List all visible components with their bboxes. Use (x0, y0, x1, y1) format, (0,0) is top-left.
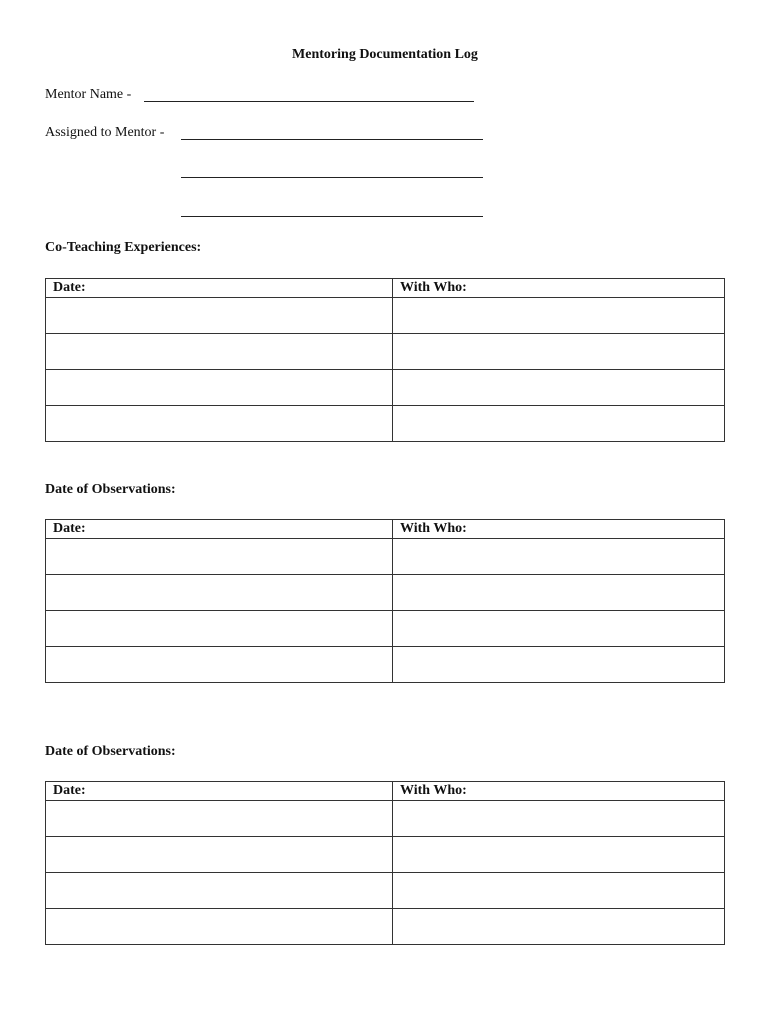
date-column-header: Date: (46, 279, 393, 298)
table-row (46, 406, 725, 442)
page-title: Mentoring Documentation Log (292, 47, 478, 62)
with-who-column-header: With Who: (393, 520, 725, 539)
date-cell[interactable] (46, 406, 393, 442)
table-row (46, 909, 725, 945)
with-who-cell[interactable] (393, 837, 725, 873)
with-who-cell[interactable] (393, 611, 725, 647)
mentor-name-field[interactable] (144, 101, 474, 102)
table-row (46, 873, 725, 909)
date-cell[interactable] (46, 873, 393, 909)
assigned-mentee-field-3[interactable] (181, 216, 483, 217)
assigned-mentee-field-1[interactable] (181, 139, 483, 140)
table-row (46, 647, 725, 683)
assigned-to-mentor-label: Assigned to Mentor - (45, 125, 165, 140)
date-cell[interactable] (46, 575, 393, 611)
observations-heading-1: Date of Observations: (45, 482, 176, 497)
date-cell[interactable] (46, 334, 393, 370)
with-who-cell[interactable] (393, 575, 725, 611)
table-row (46, 575, 725, 611)
co-teaching-table (45, 278, 725, 442)
date-cell[interactable] (46, 611, 393, 647)
mentor-name-label: Mentor Name - (45, 87, 132, 102)
table-row (46, 298, 725, 334)
table-header-row (46, 279, 725, 298)
table-header-row (46, 520, 725, 539)
table-row (46, 539, 725, 575)
with-who-cell[interactable] (393, 298, 725, 334)
date-cell[interactable] (46, 837, 393, 873)
with-who-cell[interactable] (393, 873, 725, 909)
date-column-header: Date: (46, 520, 393, 539)
date-cell[interactable] (46, 298, 393, 334)
table-row (46, 611, 725, 647)
table-header-row (46, 782, 725, 801)
with-who-cell[interactable] (393, 334, 725, 370)
with-who-cell[interactable] (393, 370, 725, 406)
date-cell[interactable] (46, 909, 393, 945)
assigned-mentee-field-2[interactable] (181, 177, 483, 178)
table-row (46, 801, 725, 837)
date-cell[interactable] (46, 801, 393, 837)
with-who-cell[interactable] (393, 539, 725, 575)
with-who-column-header: With Who: (393, 279, 725, 298)
table-row (46, 370, 725, 406)
observations-heading-2: Date of Observations: (45, 744, 176, 759)
with-who-column-header: With Who: (393, 782, 725, 801)
with-who-cell[interactable] (393, 801, 725, 837)
co-teaching-heading: Co-Teaching Experiences: (45, 240, 202, 255)
date-cell[interactable] (46, 647, 393, 683)
observations-table-1 (45, 519, 725, 683)
observations-table-2 (45, 781, 725, 945)
date-column-header: Date: (46, 782, 393, 801)
date-cell[interactable] (46, 370, 393, 406)
table-row (46, 837, 725, 873)
with-who-cell[interactable] (393, 406, 725, 442)
with-who-cell[interactable] (393, 647, 725, 683)
with-who-cell[interactable] (393, 909, 725, 945)
table-row (46, 334, 725, 370)
date-cell[interactable] (46, 539, 393, 575)
